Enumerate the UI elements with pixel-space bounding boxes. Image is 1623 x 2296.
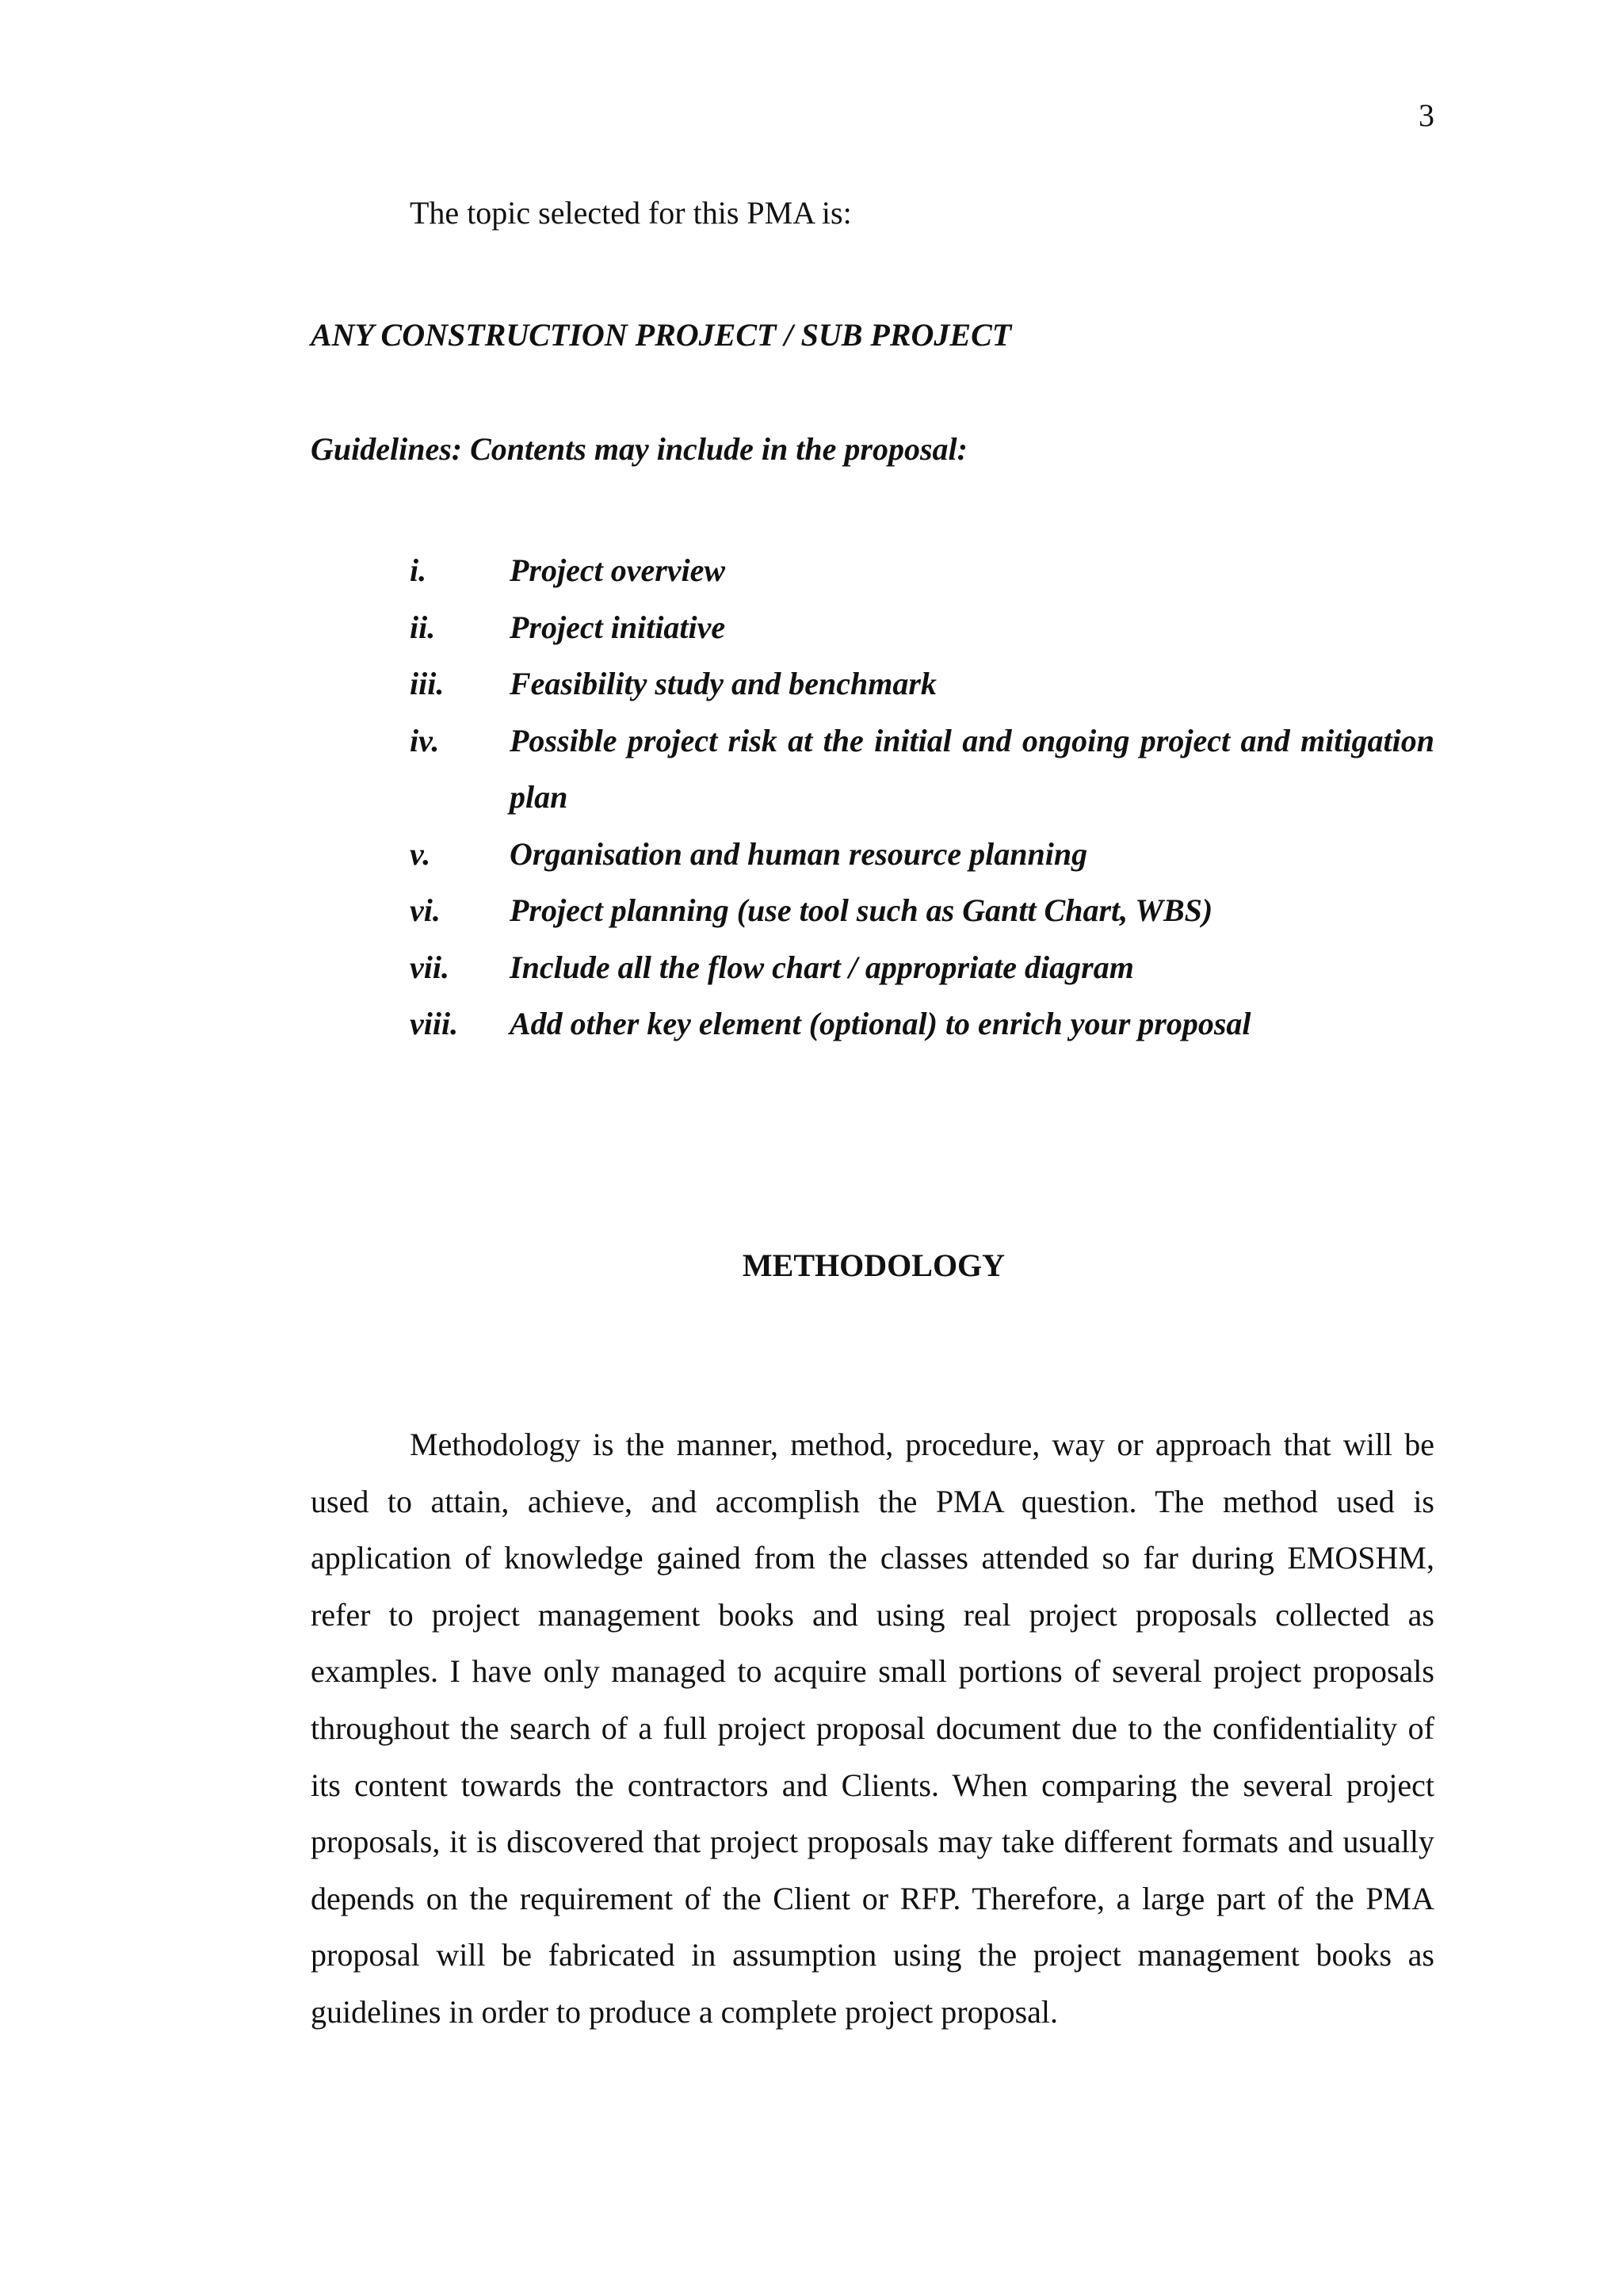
list-item-number: iv. (410, 722, 440, 758)
methodology-heading: METHODOLOGY (742, 1247, 1006, 1283)
page-number: 3 (1419, 97, 1434, 133)
list-item-number: vii. (410, 949, 449, 985)
list-item (410, 995, 1434, 1052)
list-item-text: Organisation and human resource planning (510, 835, 1088, 872)
list-item-text: Project overview (510, 552, 726, 588)
list-item (410, 599, 1434, 656)
list-item (410, 712, 1434, 826)
list-item-text: Feasibility study and benchmark (510, 666, 937, 701)
list-item (410, 655, 1434, 712)
list-item-number: v. (410, 835, 431, 872)
guidelines-list (410, 542, 1434, 1052)
list-item-number: ii. (410, 609, 436, 645)
topic-title: ANY CONSTRUCTION PROJECT / SUB PROJECT (311, 317, 1012, 353)
list-item (410, 882, 1434, 939)
methodology-paragraph: Methodology is the manner, method, procedure, way or approach that will be used to attain, achieve, and accomplish the PMA question. The method used is application of knowledge gained from the classes attended so far during EMOSHM, refer to project management books and using real project proposals collected as examples. I have only managed to acquire small portions of several project proposals throughout the search of a full project proposal document due to the confidentiality of its content towards the contractors and Clients. When comparing the several project proposals, it is discovered that project proposals may take different formats and usually depends on the requirement of the Client or RFP. Therefore, a large part of the PMA proposal will be fabricated in assumption using the project management books as guidelines in order to produce a complete project proposal. (311, 1427, 1434, 2030)
intro-text: The topic selected for this PMA is: (410, 195, 852, 231)
list-item (410, 939, 1434, 996)
list-item (410, 826, 1434, 883)
guidelines-heading: Guidelines: Contents may include in the proposal: (311, 431, 968, 467)
list-item-number: viii. (410, 1006, 459, 1041)
list-item-text: Project planning (use tool such as Gantt Chart, WBS) (510, 892, 1213, 928)
list-item-text: Project initiative (510, 609, 726, 645)
list-item-number: vi. (410, 892, 441, 928)
list-item-number: i. (410, 552, 427, 588)
list-item-text: Possible project risk at the initial and ongoing project and mitigation plan (510, 722, 1434, 815)
list-item-number: iii. (410, 666, 445, 701)
list-item-text: Add other key element (optional) to enrich your proposal (510, 1006, 1251, 1041)
list-item-text: Include all the flow chart / appropriate diagram (510, 949, 1134, 985)
list-item (410, 542, 1434, 599)
